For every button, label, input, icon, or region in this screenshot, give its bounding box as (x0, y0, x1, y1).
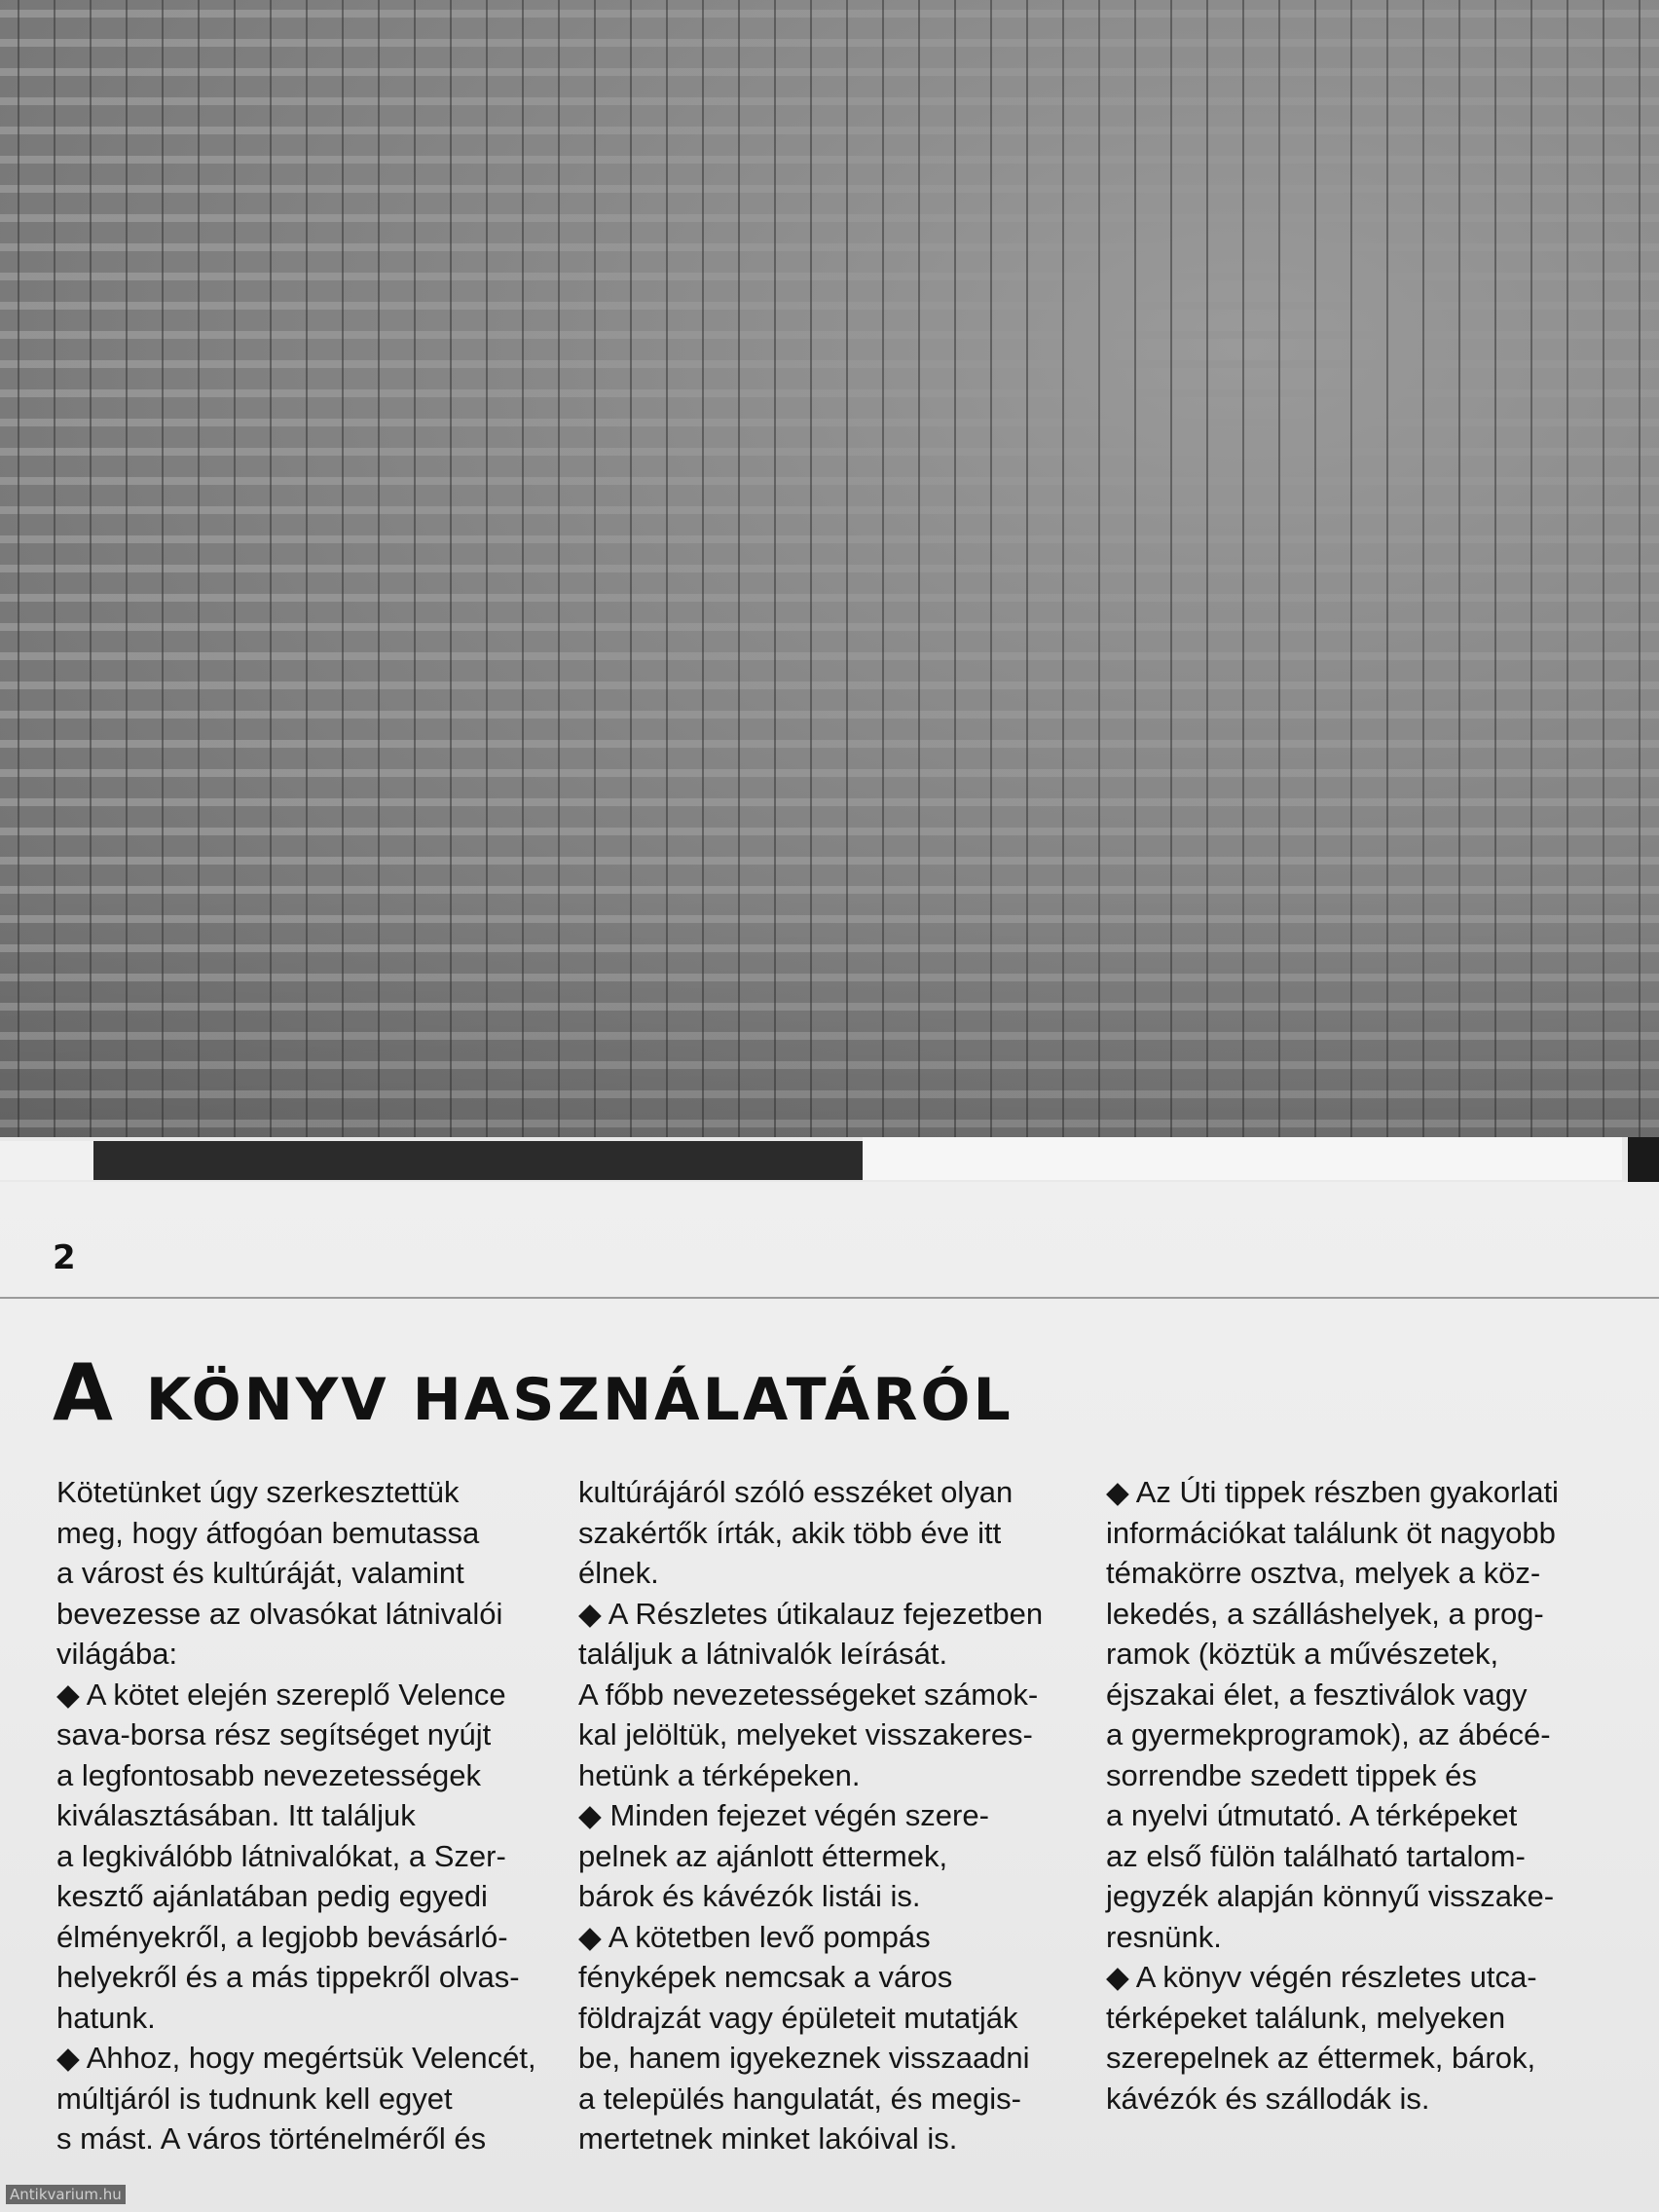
text-line: pelnek az ajánlott éttermek, (578, 1838, 948, 1873)
text-line: élményekről, a legjobb bevásárló- (56, 1919, 508, 1954)
text-line: bárok és kávézók listái is. (578, 1879, 921, 1913)
text-line: hatunk. (56, 2000, 156, 2035)
text-line: jegyzék alapján könnyű visszake- (1106, 1879, 1555, 1913)
text-line: földrajzát vagy épületeit mutatják (578, 2000, 1018, 2035)
text-line: éjszakai élet, a fesztiválok vagy (1106, 1677, 1528, 1712)
header-rule (0, 1297, 1659, 1299)
text-line: világába: (56, 1637, 178, 1671)
text-line: ◆ A Részletes útikalauz fejezetben (578, 1596, 1044, 1631)
text-line: ramok (köztük a művészetek, (1106, 1637, 1499, 1671)
text-line: térképeket találunk, melyeken (1106, 2000, 1506, 2035)
edge-black-segment (1628, 1137, 1659, 1184)
title-rest: KÖNYV HASZNÁLATÁRÓL (145, 1366, 1014, 1434)
text-column-1 (56, 1472, 563, 2159)
text-line: bevezesse az olvasókat látnivalói (56, 1596, 503, 1631)
text-line: meg, hogy átfogóan bemutassa (56, 1515, 480, 1550)
text-line: ◆ Ahhoz, hogy megértsük Velencét, (56, 2041, 536, 2075)
text-line: élnek. (578, 1556, 659, 1590)
text-line: kiválasztásában. Itt találjuk (56, 1798, 416, 1832)
text-line: információkat találunk öt nagyobb (1106, 1515, 1556, 1550)
text-line: hetünk a térképeken. (578, 1757, 861, 1792)
text-line: s mást. A város történelméről és (56, 2121, 487, 2156)
text-line: sorrendbe szedett tippek és (1106, 1757, 1477, 1792)
text-line: szerepelnek az éttermek, bárok, (1106, 2041, 1536, 2075)
edge-white-segment (863, 1137, 1622, 1180)
page-number: 2 (53, 1238, 76, 1277)
page-title (53, 1347, 1014, 1438)
edge-dark-segment (93, 1141, 863, 1180)
text-line: múltjáról is tudnunk kell egyet (56, 2081, 453, 2116)
text-line: helyekről és a más tippekről olvas- (56, 1960, 520, 1994)
text-line: a település hangulatát, és megis- (578, 2081, 1021, 2116)
text-line: ◆ Minden fejezet végén szere- (578, 1798, 989, 1832)
text-line: a gyermekprogramok), az ábécé- (1106, 1717, 1551, 1751)
text-line: fényképek nemcsak a város (578, 1960, 953, 1994)
page-edge-strip (0, 1137, 1659, 1184)
watermark: Antikvarium.hu (6, 2185, 126, 2204)
edge-light-segment (0, 1141, 93, 1180)
text-column-3 (1106, 1472, 1612, 2119)
text-line: lekedés, a szálláshelyek, a prog- (1106, 1596, 1544, 1631)
text-line: kal jelöltük, melyeket visszakeres- (578, 1717, 1033, 1751)
text-line: mertetnek minket lakóival is. (578, 2121, 958, 2156)
text-column-2 (578, 1472, 1085, 2159)
text-line: Kötetünket úgy szerkesztettük (56, 1475, 460, 1509)
text-line: sava-borsa rész segítséget nyújt (56, 1717, 492, 1751)
book-page (0, 1182, 1659, 2212)
text-line: kesztő ajánlatában pedig egyedi (56, 1879, 488, 1913)
text-line: ◆ A kötet elején szereplő Velence (56, 1677, 506, 1712)
text-line: ◆ Az Úti tippek részben gyakorlati (1106, 1475, 1559, 1509)
text-line: szakértők írták, akik több éve itt (578, 1515, 1002, 1550)
text-line: a nyelvi útmutató. A térképeket (1106, 1798, 1518, 1832)
text-line: a legkiválóbb látnivalókat, a Szer- (56, 1838, 506, 1873)
text-line: kávézók és szállodák is. (1106, 2081, 1430, 2116)
title-initial: A (53, 1347, 116, 1438)
text-line: a legfontosabb nevezetességek (56, 1757, 482, 1792)
text-line: találjuk a látnivalók leírását. (578, 1637, 948, 1671)
text-line: A főbb nevezetességeket számok- (578, 1677, 1039, 1712)
text-line: kultúrájáról szóló esszéket olyan (578, 1475, 1014, 1509)
text-line: az első fülön található tartalom- (1106, 1838, 1526, 1873)
text-line: ◆ A kötetben levő pompás (578, 1919, 931, 1954)
text-line: resnünk. (1106, 1919, 1222, 1954)
text-line: témakörre osztva, melyek a köz- (1106, 1556, 1541, 1590)
text-line: a várost és kultúráját, valamint (56, 1556, 464, 1590)
text-line: be, hanem igyekeznek visszaadni (578, 2041, 1030, 2075)
text-line: ◆ A könyv végén részletes utca- (1106, 1960, 1537, 1994)
